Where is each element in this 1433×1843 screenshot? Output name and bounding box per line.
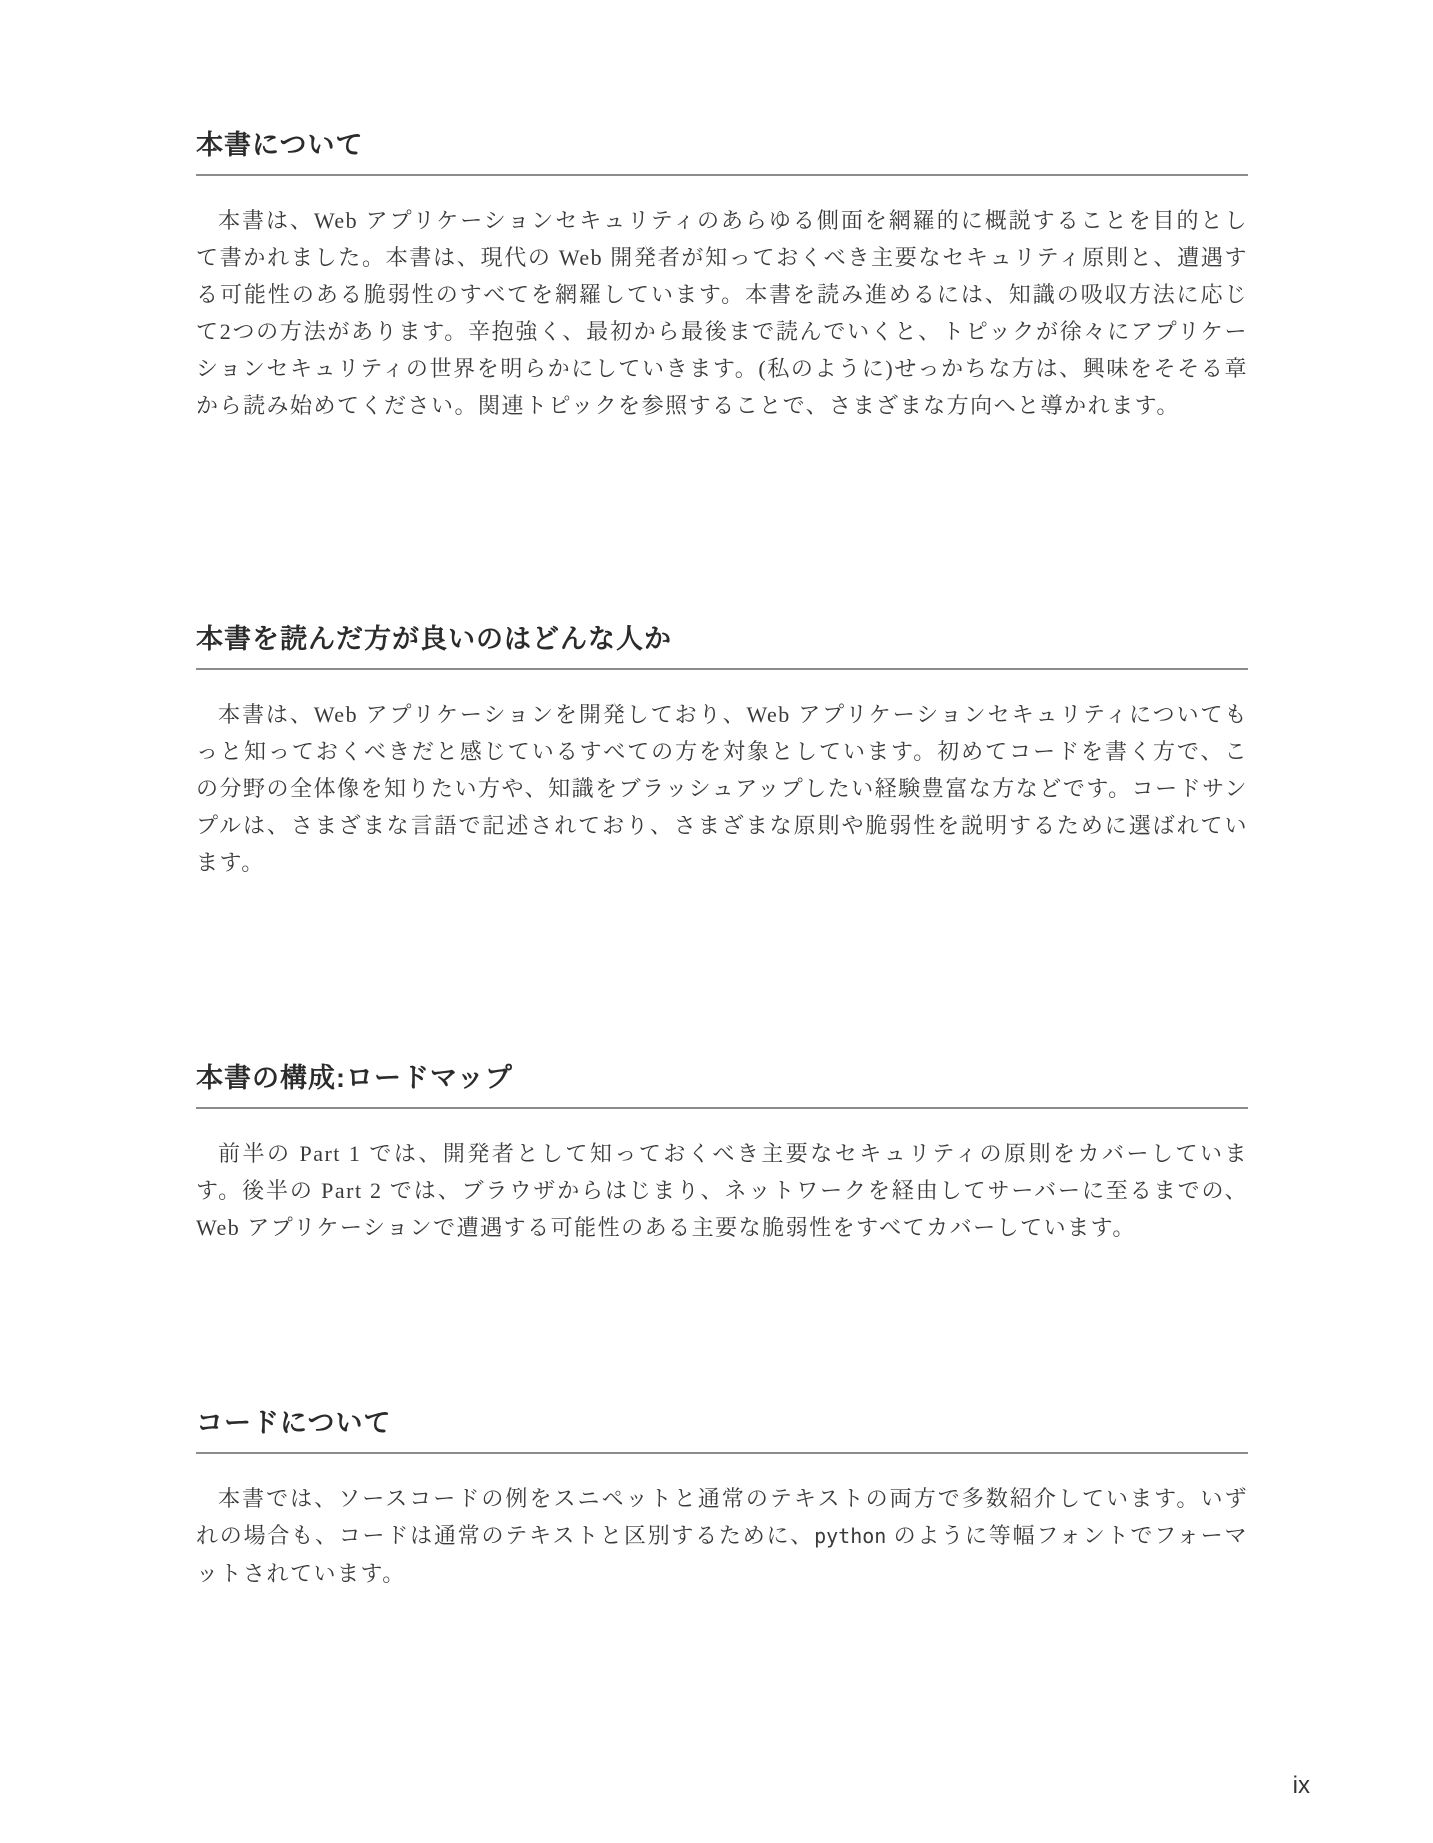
section-heading: 本書について xyxy=(196,130,364,160)
heading-divider xyxy=(196,1107,1248,1109)
section-heading: コードについて xyxy=(196,1408,392,1438)
section-heading: 本書の構成:ロードマップ xyxy=(196,1063,513,1093)
section-about-code xyxy=(196,1406,1248,1592)
body-paragraph: 前半の Part 1 では、開発者として知っておくべき主要なセキュリティの原則をカバーしています。後半の Part 2 では、ブラウザからはじまり、ネットワークを経由してサーバーに至るまでの、Web アプリケーションで遭遇する可能性のある主要な脆弱性をすべてカバーしています。 xyxy=(196,1141,1248,1240)
body-paragraph xyxy=(196,1480,1248,1592)
heading-divider xyxy=(196,668,1248,670)
content-column xyxy=(196,0,1248,1592)
page-number: ix xyxy=(1292,1772,1310,1799)
section-about-book xyxy=(196,128,1248,424)
body-paragraph: 本書は、Web アプリケーションを開発しており、Web アプリケーションセキュリティについてもっと知っておくべきだと感じているすべての方を対象としています。初めてコードを書く方で、この分野の全体像を知りたい方や、知識をブラッシュアップしたい経験豊富な方などです。コードサンプルは、さまざまな言語で記述されており、さまざまな原則や脆弱性を説明するために選ばれています。 xyxy=(196,702,1248,875)
heading-divider xyxy=(196,174,1248,176)
section-roadmap xyxy=(196,1061,1248,1246)
section-who-should-read xyxy=(196,622,1248,881)
section-heading: 本書を読んだ方が良いのはどんな人か xyxy=(196,624,672,654)
body-text: 本書では、ソースコードの例をスニペットと通常のテキストの両方で多数紹介しています。いずれの場合も、コードは通常のテキストと区別するために、 xyxy=(196,1486,1248,1548)
inline-code: python xyxy=(814,1524,887,1548)
body-paragraph: 本書は、Web アプリケーションセキュリティのあらゆる側面を網羅的に概説することを目的として書かれました。本書は、現代の Web 開発者が知っておくべき主要なセキュリティ原則と、遭遇する可能性のある脆弱性のすべてを網羅しています。本書を読み進めるには、知識の吸収方法に応じて2つの方法があります。辛抱強く、最初から最後まで読んでいくと、トピックが徐々にアプリケーションセキュリティの世界を明らかにしていきます。(私のように)せっかちな方は、興味をそそる章から読み始めてください。関連トピックを参照することで、さまざまな方向へと導かれます。 xyxy=(196,208,1248,418)
heading-divider xyxy=(196,1452,1248,1454)
body-text: のように等幅フォントでフォーマットされています。 xyxy=(196,1523,1248,1586)
